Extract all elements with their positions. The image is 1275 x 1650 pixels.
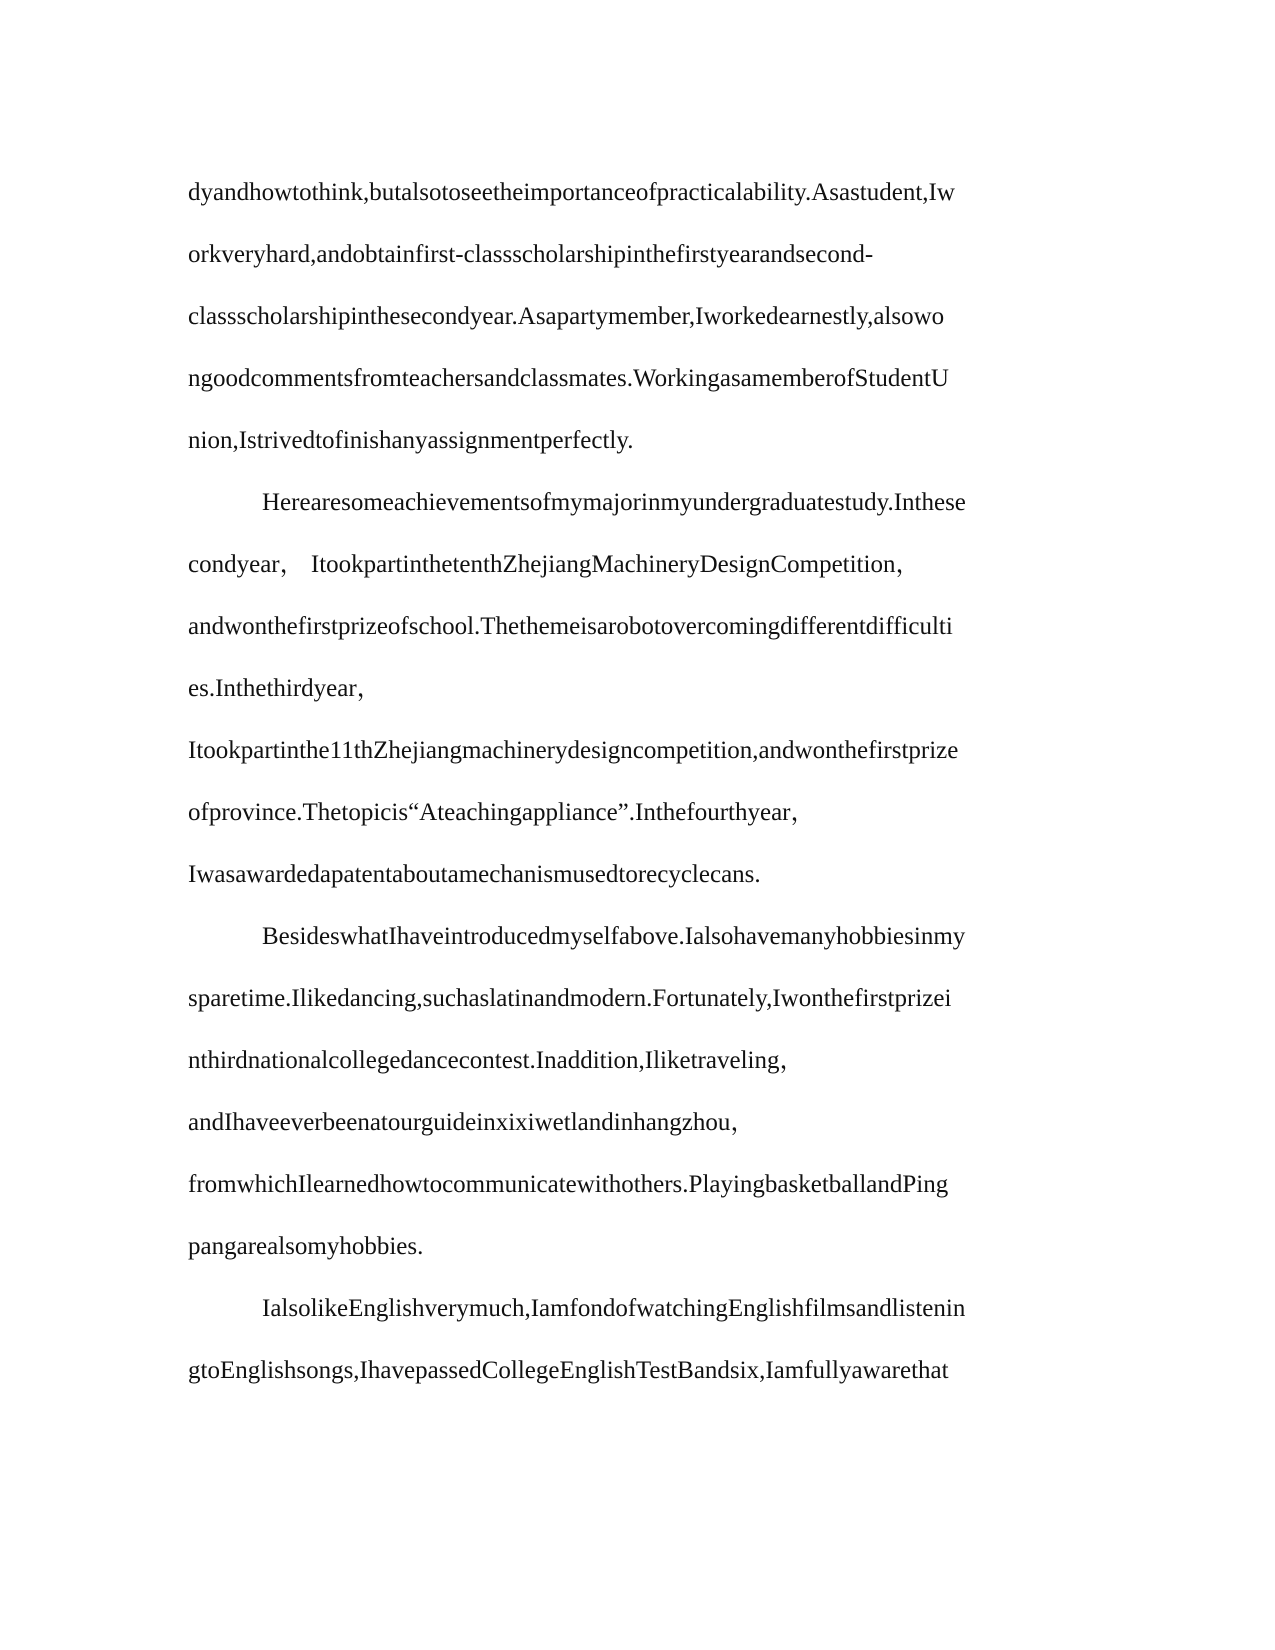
text-line: nthirdnationalcollegedancecontest.Inaddition,Iliketraveling， (188, 1047, 805, 1074)
body-text (188, 162, 1093, 1402)
paragraph-first-line: Herearesomeachievementsofmymajorinmyundergraduatestudy.Inthese (262, 489, 966, 516)
text-line: dyandhowtothink,butalsotoseetheimportanceofpracticalability.Asastudent,Iw (188, 179, 955, 206)
text-line: nion,Istrivedtofinishanyassignmentperfectly. (188, 427, 634, 454)
paragraph-first-line: BesideswhatIhaveintroducedmyselfabove.Ialsohavemanyhobbiesinmy (262, 923, 966, 950)
text-line: es.Inthethirdyear， (188, 675, 382, 702)
text-line: gtoEnglishsongs,IhavepassedCollegeEnglishTestBandsix,Iamfullyawarethat (188, 1357, 949, 1384)
text-line: andwonthefirstprizeofschool.Thethemeisarobotovercomingdifferentdifficulti (188, 613, 953, 640)
text-line: ngoodcommentsfromteachersandclassmates.WorkingasamemberofStudentU (188, 365, 949, 392)
text-line: condyear， ItookpartinthetenthZhejiangMachineryDesignCompetition， (188, 551, 921, 578)
text-line: orkveryhard,andobtainfirst-classscholarshipinthefirstyearandsecond- (188, 241, 874, 268)
text-line: fromwhichIlearnedhowtocommunicatewithothers.PlayingbasketballandPing (188, 1171, 949, 1198)
paragraph-first-line: IalsolikeEnglishverymuch,IamfondofwatchingEnglishfilmsandlistenin (262, 1295, 966, 1322)
text-line: classscholarshipinthesecondyear.Asapartymember,Iworkedearnestly,alsowo (188, 303, 945, 330)
text-line: andIhaveeverbeenatourguideinxixiwetlandinhangzhou， (188, 1109, 756, 1136)
text-line: ofprovince.Thetopicis“Ateachingappliance”.Inthefourthyear， (188, 799, 816, 826)
text-line: sparetime.Ilikedancing,suchaslatinandmodern.Fortunately,Iwonthefirstprizei (188, 985, 952, 1012)
text-line: Itookpartinthe11thZhejiangmachinerydesigncompetition,andwonthefirstprize (188, 737, 959, 764)
text-line: pangarealsomyhobbies. (188, 1233, 424, 1260)
text-line: Iwasawardedapatentaboutamechanismusedtorecyclecans. (188, 861, 761, 888)
